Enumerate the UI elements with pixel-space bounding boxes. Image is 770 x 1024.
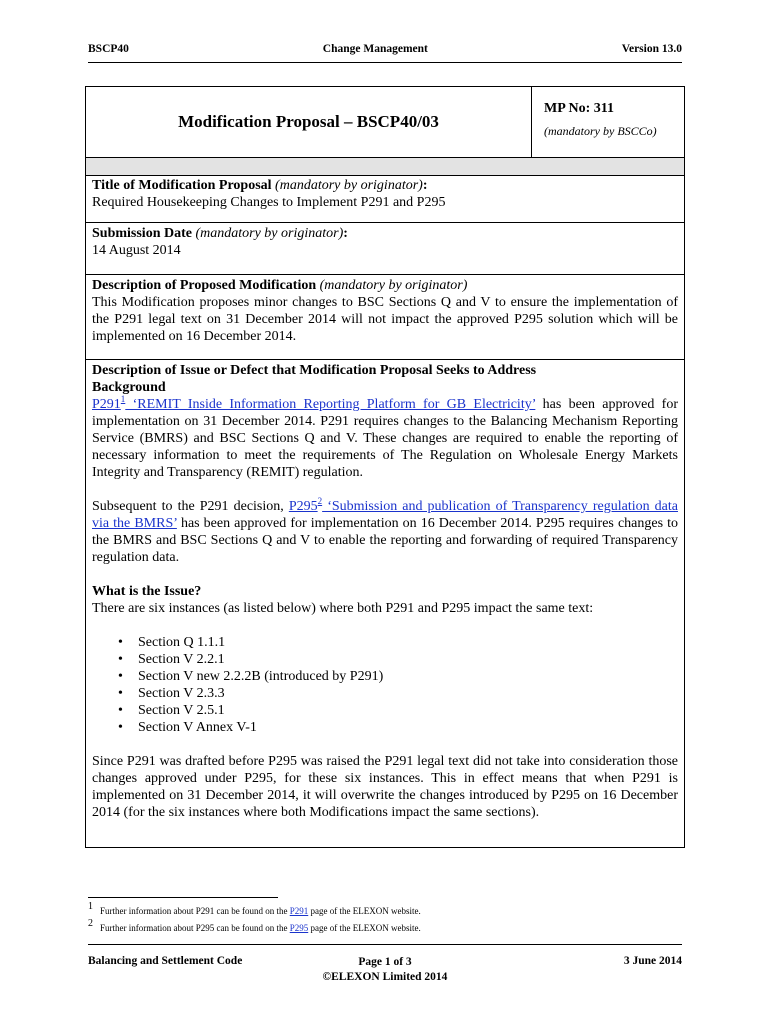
footnote-2 <box>88 918 421 934</box>
footnote-text: Further information about P291 can be found on the <box>100 906 290 916</box>
list-item <box>118 685 678 702</box>
bullet-icon: • <box>118 703 123 718</box>
title-label: Title of Modification Proposal <box>92 178 272 193</box>
background-heading: Background <box>92 380 166 395</box>
bullet-icon: • <box>118 652 123 667</box>
mp-number: MP No: 311 <box>544 101 614 116</box>
submission-colon: : <box>343 226 348 241</box>
title-value: Required Housekeeping Changes to Implement P291 and P295 <box>92 195 446 210</box>
instances-list <box>92 634 678 736</box>
list-item-text: Section V 2.3.3 <box>138 686 225 701</box>
list-item-text: Section V new 2.2.2B (introduced by P291) <box>138 669 384 684</box>
bullet-icon: • <box>118 720 123 735</box>
list-item <box>118 668 678 685</box>
issue-heading: Description of Issue or Defect that Modification Proposal Seeks to Address <box>92 363 537 378</box>
footnote-ref-1[interactable]: 1 <box>120 394 126 404</box>
modification-proposal-form <box>85 86 685 848</box>
background-text: has been approved for implementation on 31 December 2014. P291 requires changes to the Balancing Mechanism Reporting Service (BMRS) and BSC Sections Q and V. These changes are required to enable the reporting of necessary information to meet the requirements of The Regulation on Wholesale Energy Markets Integrity and Transparency (REMIT) regulation. <box>92 397 678 480</box>
list-item-text: Section Q 1.1.1 <box>138 635 226 650</box>
footer-date: 3 June 2014 <box>623 955 682 967</box>
description-section <box>86 274 684 345</box>
closing-paragraph: Since P291 was drafted before P295 was raised the P291 legal text did not take into consideration those changes approved under P295, for these six instances. This in effect means that when P291 is implemented on 31 December 2014, it will overwrite the changes introduced by P295 on 16 December 2014 (for the six instances where both Modifications impact the same sections). <box>92 754 678 820</box>
submission-label: Submission Date <box>92 226 192 241</box>
title-qualifier: (mandatory by originator) <box>275 178 423 193</box>
footnote-text-end: page of the ELEXON website. <box>308 906 421 916</box>
header-title: Change Management <box>322 43 428 55</box>
p291-link[interactable]: P291 <box>92 397 121 412</box>
list-item <box>118 702 678 719</box>
description-qualifier: (mandatory by originator) <box>319 278 468 293</box>
footnote-rule <box>88 897 278 898</box>
list-item <box>118 719 678 736</box>
what-heading: What is the Issue? <box>92 584 202 599</box>
subsequent-text: has been approved for implementation on 16 December 2014. P295 requires changes to the BMRS and BSC Sections Q and V to enable the reporting and forwarding of required Transparency regulation data. <box>92 516 678 565</box>
list-item-text: Section V 2.2.1 <box>138 652 225 667</box>
subsequent-lead: Subsequent to the P291 decision, <box>92 499 289 514</box>
footer-rule <box>88 944 682 945</box>
issue-section <box>86 359 684 821</box>
what-text: There are six instances (as listed below) where both P291 and P295 impact the same text: <box>92 601 594 616</box>
header-doc-id: BSCP40 <box>88 43 129 55</box>
submission-qualifier: (mandatory by originator) <box>195 226 344 241</box>
footnote-text: Further information about P295 can be found on the <box>100 923 290 933</box>
p291-title-link[interactable]: ‘REMIT Inside Information Reporting Platform for GB Electricity’ <box>125 397 536 412</box>
header-rule <box>88 62 682 63</box>
footnote-text-end: page of the ELEXON website. <box>308 923 421 933</box>
shaded-divider <box>86 157 684 176</box>
header-version: Version 13.0 <box>621 43 682 55</box>
title-section <box>86 175 684 211</box>
footer-center <box>88 955 682 985</box>
footnote-ref-2[interactable]: 2 <box>317 496 323 506</box>
page-header <box>88 43 682 55</box>
p295-link[interactable]: P295 <box>288 499 318 514</box>
bullet-icon: • <box>118 635 123 650</box>
form-title: Modification Proposal – BSCP40/03 <box>86 87 532 157</box>
footnote-p291-link[interactable]: P291 <box>289 906 309 916</box>
footnote-number: 1 <box>88 901 93 912</box>
footnote-p295-link[interactable]: P295 <box>289 923 309 933</box>
copyright: ©ELEXON Limited 2014 <box>322 971 448 983</box>
mp-number-note: (mandatory by BSCCo) <box>544 124 657 138</box>
footnote-number: 2 <box>88 918 93 929</box>
list-item <box>118 634 678 651</box>
page-number: Page 1 of 3 <box>358 956 412 968</box>
bullet-icon: • <box>118 669 123 684</box>
description-value: This Modification proposes minor changes to BSC Sections Q and V to ensure the implementation of the P291 legal text on 31 December 2014 will not impact the approved P295 solution which will be implemented on 16 December 2014. <box>92 295 678 344</box>
footnote-1 <box>88 901 421 917</box>
subsequent-paragraph <box>92 498 678 566</box>
mp-number-cell <box>532 87 684 157</box>
list-item-text: Section V 2.5.1 <box>138 703 225 718</box>
list-item <box>118 651 678 668</box>
bullet-icon: • <box>118 686 123 701</box>
p295-title-link[interactable]: ‘Submission and publication of Transparency regulation data via the BMRS’ <box>92 499 678 531</box>
list-item-text: Section V Annex V-1 <box>138 720 257 735</box>
footer-code: Balancing and Settlement Code <box>88 955 243 967</box>
description-label: Description of Proposed Modification <box>92 278 317 293</box>
background-paragraph <box>92 396 678 481</box>
submission-section <box>86 222 684 259</box>
title-colon: : <box>422 178 428 193</box>
submission-value: 14 August 2014 <box>92 243 181 258</box>
